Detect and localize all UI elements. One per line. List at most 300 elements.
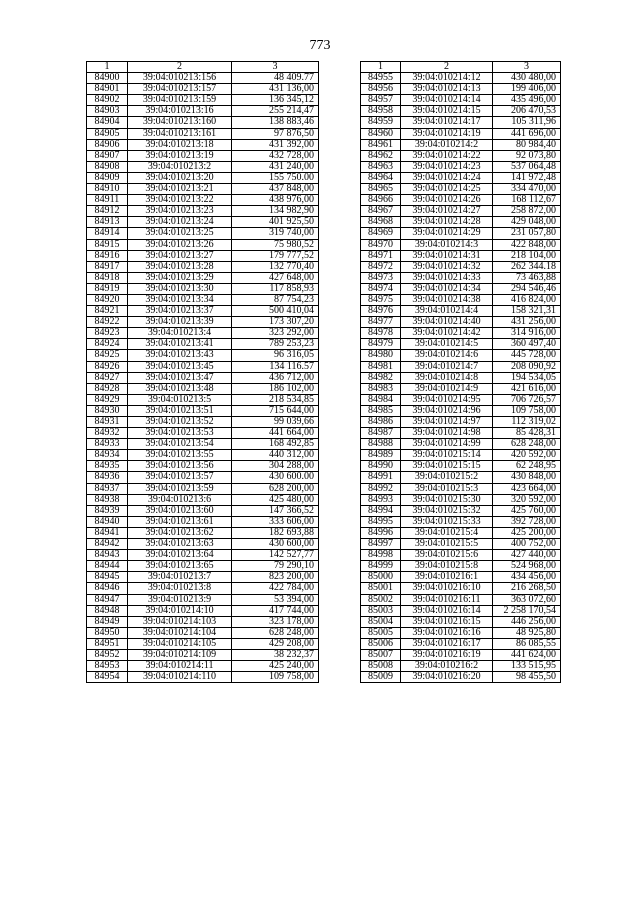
row-number-cell: 84986 (361, 417, 401, 428)
row-number-cell: 84936 (87, 472, 128, 483)
value-cell: 323 292,00 (232, 328, 319, 339)
value-cell: 430 600,00 (232, 539, 319, 550)
row-number-cell: 84924 (87, 339, 128, 350)
row-number-cell: 84914 (87, 228, 128, 239)
table-row (361, 206, 561, 217)
cadastral-number-cell: 39:04:010213:157 (128, 84, 232, 95)
table-row (361, 383, 561, 394)
row-number-cell: 84959 (361, 117, 401, 128)
table-row (87, 394, 319, 405)
row-number-cell: 84956 (361, 84, 401, 95)
table-row (361, 527, 561, 538)
value-cell: 117 858,93 (232, 283, 319, 294)
table-row (87, 239, 319, 250)
cadastral-number-cell: 39:04:010216:20 (401, 672, 493, 683)
cadastral-number-cell: 39:04:010216:15 (401, 616, 493, 627)
value-cell: 231 057,80 (493, 228, 561, 239)
table-row (361, 616, 561, 627)
table-row (87, 272, 319, 283)
cadastral-number-cell: 39:04:010214:14 (401, 95, 493, 106)
table-row (361, 128, 561, 139)
table-row (87, 616, 319, 627)
table-row (87, 494, 319, 505)
value-cell: 446 256,00 (493, 616, 561, 627)
row-number-cell: 84931 (87, 417, 128, 428)
table-row (361, 239, 561, 250)
cadastral-number-cell: 39:04:010214:32 (401, 261, 493, 272)
row-number-cell: 84916 (87, 250, 128, 261)
table-row (361, 428, 561, 439)
value-cell: 147 366,52 (232, 505, 319, 516)
cadastral-number-cell: 39:04:010213:4 (128, 328, 232, 339)
row-number-cell: 84925 (87, 350, 128, 361)
table-row (87, 461, 319, 472)
value-cell: 823 200,00 (232, 572, 319, 583)
value-cell: 429 208,00 (232, 638, 319, 649)
row-number-cell: 84960 (361, 128, 401, 139)
table-row (87, 217, 319, 228)
cadastral-number-cell: 39:04:010213:52 (128, 417, 232, 428)
cadastral-number-cell: 39:04:010214:28 (401, 217, 493, 228)
value-cell: 109 758,00 (493, 405, 561, 416)
table-row (87, 361, 319, 372)
table-row (87, 283, 319, 294)
value-cell: 173 307,20 (232, 317, 319, 328)
cadastral-number-cell: 39:04:010214:5 (401, 339, 493, 350)
table-row (361, 139, 561, 150)
cadastral-number-cell: 39:04:010214:27 (401, 206, 493, 217)
value-cell: 158 321,31 (493, 306, 561, 317)
cadastral-number-cell: 39:04:010213:23 (128, 206, 232, 217)
row-number-cell: 84998 (361, 550, 401, 561)
row-number-cell: 84911 (87, 195, 128, 206)
table-row (361, 394, 561, 405)
table-body-right (361, 73, 561, 683)
value-cell: 420 592,00 (493, 450, 561, 461)
table-row (87, 195, 319, 206)
row-number-cell: 84999 (361, 561, 401, 572)
table-row (361, 217, 561, 228)
table-row (87, 472, 319, 483)
table-row (361, 294, 561, 305)
value-cell: 142 527,77 (232, 550, 319, 561)
table-row (361, 516, 561, 527)
value-cell: 53 394,00 (232, 594, 319, 605)
table-row (361, 106, 561, 117)
table-row (87, 539, 319, 550)
value-cell: 138 883,46 (232, 117, 319, 128)
value-cell: 97 876,50 (232, 128, 319, 139)
table-row (87, 583, 319, 594)
value-cell: 427 648,00 (232, 272, 319, 283)
cadastral-number-cell: 39:04:010213:41 (128, 339, 232, 350)
table-row (361, 184, 561, 195)
table-row (361, 594, 561, 605)
row-number-cell: 84902 (87, 95, 128, 106)
value-cell: 48 925,80 (493, 627, 561, 638)
cadastral-number-cell: 39:04:010213:59 (128, 483, 232, 494)
value-cell: 628 248,00 (232, 627, 319, 638)
cadastral-number-cell: 39:04:010214:40 (401, 317, 493, 328)
row-number-cell: 84984 (361, 394, 401, 405)
table-row (87, 561, 319, 572)
table-row (361, 661, 561, 672)
cadastral-number-cell: 39:04:010213:7 (128, 572, 232, 583)
row-number-cell: 84966 (361, 195, 401, 206)
table-row (87, 661, 319, 672)
table-row (87, 594, 319, 605)
row-number-cell: 84904 (87, 117, 128, 128)
row-number-cell: 84945 (87, 572, 128, 583)
table-row (361, 195, 561, 206)
cadastral-number-cell: 39:04:010213:26 (128, 239, 232, 250)
value-cell: 400 752,00 (493, 539, 561, 550)
cadastral-number-cell: 39:04:010214:23 (401, 161, 493, 172)
value-cell: 199 406,00 (493, 84, 561, 95)
column-header-1: 1 (87, 62, 128, 73)
cadastral-number-cell: 39:04:010213:19 (128, 150, 232, 161)
row-number-cell: 85002 (361, 594, 401, 605)
value-cell: 206 470,53 (493, 106, 561, 117)
table-row (87, 184, 319, 195)
value-cell: 425 240,00 (232, 661, 319, 672)
table-header-row (361, 62, 561, 73)
value-cell: 194 534,05 (493, 372, 561, 383)
row-number-cell: 84938 (87, 494, 128, 505)
table-row (361, 150, 561, 161)
cadastral-number-cell: 39:04:010213:53 (128, 428, 232, 439)
value-cell: 422 848,00 (493, 239, 561, 250)
value-cell: 440 312,00 (232, 450, 319, 461)
cadastral-number-cell: 39:04:010215:32 (401, 505, 493, 516)
value-cell: 218 534,85 (232, 394, 319, 405)
cadastral-number-cell: 39:04:010216:14 (401, 605, 493, 616)
cadastral-number-cell: 39:04:010214:97 (401, 417, 493, 428)
table-row (87, 172, 319, 183)
row-number-cell: 84929 (87, 394, 128, 405)
row-number-cell: 84908 (87, 161, 128, 172)
row-number-cell: 84907 (87, 150, 128, 161)
table-row (87, 306, 319, 317)
cadastral-number-cell: 39:04:010215:6 (401, 550, 493, 561)
table-row (361, 417, 561, 428)
value-cell: 134 982,90 (232, 206, 319, 217)
row-number-cell: 84987 (361, 428, 401, 439)
row-number-cell: 84991 (361, 472, 401, 483)
value-cell: 524 968,00 (493, 561, 561, 572)
cadastral-number-cell: 39:04:010214:15 (401, 106, 493, 117)
value-cell: 334 470,00 (493, 184, 561, 195)
cadastral-number-cell: 39:04:010215:15 (401, 461, 493, 472)
cadastral-number-cell: 39:04:010214:38 (401, 294, 493, 305)
row-number-cell: 84992 (361, 483, 401, 494)
value-cell: 416 824,00 (493, 294, 561, 305)
cadastral-number-cell: 39:04:010213:47 (128, 372, 232, 383)
value-cell: 431 256,00 (493, 317, 561, 328)
row-number-cell: 84926 (87, 361, 128, 372)
table-row (361, 638, 561, 649)
value-cell: 186 102,00 (232, 383, 319, 394)
row-number-cell: 84993 (361, 494, 401, 505)
row-number-cell: 84980 (361, 350, 401, 361)
table-row (361, 572, 561, 583)
cadastral-number-cell: 39:04:010213:24 (128, 217, 232, 228)
row-number-cell: 84942 (87, 539, 128, 550)
row-number-cell: 84967 (361, 206, 401, 217)
cadastral-number-cell: 39:04:010213:18 (128, 139, 232, 150)
cadastral-number-cell: 39:04:010216:10 (401, 583, 493, 594)
row-number-cell: 84976 (361, 306, 401, 317)
value-cell: 80 984,40 (493, 139, 561, 150)
cadastral-number-cell: 39:04:010213:34 (128, 294, 232, 305)
row-number-cell: 84905 (87, 128, 128, 139)
table-row (361, 261, 561, 272)
row-number-cell: 84953 (87, 661, 128, 672)
table-row (87, 84, 319, 95)
row-number-cell: 85004 (361, 616, 401, 627)
cadastral-number-cell: 39:04:010213:2 (128, 161, 232, 172)
table-body-left (87, 73, 319, 683)
row-number-cell: 84958 (361, 106, 401, 117)
table-row (361, 117, 561, 128)
cadastral-number-cell: 39:04:010216:17 (401, 638, 493, 649)
value-cell: 62 248,95 (493, 461, 561, 472)
table-row (361, 405, 561, 416)
cadastral-number-cell: 39:04:010214:110 (128, 672, 232, 683)
row-number-cell: 84937 (87, 483, 128, 494)
row-number-cell: 84909 (87, 172, 128, 183)
table-row (361, 361, 561, 372)
cadastral-number-cell: 39:04:010213:56 (128, 461, 232, 472)
cadastral-number-cell: 39:04:010213:65 (128, 561, 232, 572)
cadastral-number-cell: 39:04:010214:2 (401, 139, 493, 150)
value-cell: 421 616,00 (493, 383, 561, 394)
row-number-cell: 84985 (361, 405, 401, 416)
row-number-cell: 84975 (361, 294, 401, 305)
value-cell: 294 546,46 (493, 283, 561, 294)
cadastral-number-cell: 39:04:010214:26 (401, 195, 493, 206)
row-number-cell: 84927 (87, 372, 128, 383)
table-row (361, 605, 561, 616)
cadastral-number-cell: 39:04:010214:11 (128, 661, 232, 672)
row-number-cell: 84910 (87, 184, 128, 195)
cadastral-number-cell: 39:04:010214:29 (401, 228, 493, 239)
register-table-left (86, 61, 319, 683)
table-row (87, 483, 319, 494)
value-cell: 141 972,48 (493, 172, 561, 183)
value-cell: 98 455,50 (493, 672, 561, 683)
value-cell: 75 980,52 (232, 239, 319, 250)
cadastral-number-cell: 39:04:010213:54 (128, 439, 232, 450)
row-number-cell: 85001 (361, 583, 401, 594)
table-row (87, 139, 319, 150)
table-row (87, 250, 319, 261)
table-row (87, 228, 319, 239)
value-cell: 333 606,00 (232, 516, 319, 527)
row-number-cell: 84939 (87, 505, 128, 516)
table-row (361, 339, 561, 350)
value-cell: 437 848,00 (232, 184, 319, 195)
table-row (87, 95, 319, 106)
value-cell: 133 515,95 (493, 661, 561, 672)
value-cell: 423 664,00 (493, 483, 561, 494)
value-cell: 92 073,80 (493, 150, 561, 161)
cadastral-number-cell: 39:04:010214:17 (401, 117, 493, 128)
table-row (361, 439, 561, 450)
row-number-cell: 84918 (87, 272, 128, 283)
value-cell: 360 497,40 (493, 339, 561, 350)
value-cell: 401 925,50 (232, 217, 319, 228)
row-number-cell: 84903 (87, 106, 128, 117)
row-number-cell: 84912 (87, 206, 128, 217)
table-row (361, 317, 561, 328)
cadastral-number-cell: 39:04:010216:16 (401, 627, 493, 638)
value-cell: 319 740,00 (232, 228, 319, 239)
cadastral-number-cell: 39:04:010213:29 (128, 272, 232, 283)
row-number-cell: 84900 (87, 73, 128, 84)
table-row (87, 128, 319, 139)
value-cell: 73 463,88 (493, 272, 561, 283)
row-number-cell: 84965 (361, 184, 401, 195)
cadastral-number-cell: 39:04:010213:64 (128, 550, 232, 561)
table-row (87, 294, 319, 305)
row-number-cell: 84974 (361, 283, 401, 294)
table-row (87, 261, 319, 272)
value-cell: 109 758,00 (232, 672, 319, 683)
table-row (87, 527, 319, 538)
row-number-cell: 84957 (361, 95, 401, 106)
value-cell: 96 316,05 (232, 350, 319, 361)
value-cell: 500 410,04 (232, 306, 319, 317)
cadastral-number-cell: 39:04:010214:31 (401, 250, 493, 261)
value-cell: 99 039,66 (232, 417, 319, 428)
cadastral-number-cell: 39:04:010215:2 (401, 472, 493, 483)
table-row (361, 283, 561, 294)
cadastral-number-cell: 39:04:010213:6 (128, 494, 232, 505)
table-row (361, 161, 561, 172)
row-number-cell: 84928 (87, 383, 128, 394)
cadastral-number-cell: 39:04:010213:161 (128, 128, 232, 139)
value-cell: 441 624,00 (493, 649, 561, 660)
cadastral-number-cell: 39:04:010216:11 (401, 594, 493, 605)
cadastral-number-cell: 39:04:010215:8 (401, 561, 493, 572)
cadastral-number-cell: 39:04:010213:20 (128, 172, 232, 183)
cadastral-number-cell: 39:04:010214:99 (401, 439, 493, 450)
cadastral-number-cell: 39:04:010216:1 (401, 572, 493, 583)
table-row (361, 539, 561, 550)
row-number-cell: 85005 (361, 627, 401, 638)
row-number-cell: 84901 (87, 84, 128, 95)
value-cell: 38 232,37 (232, 649, 319, 660)
value-cell: 417 744,00 (232, 605, 319, 616)
row-number-cell: 84934 (87, 450, 128, 461)
row-number-cell: 84981 (361, 361, 401, 372)
value-cell: 445 728,00 (493, 350, 561, 361)
value-cell: 132 770,40 (232, 261, 319, 272)
value-cell: 425 760,00 (493, 505, 561, 516)
table-row (361, 494, 561, 505)
row-number-cell: 84962 (361, 150, 401, 161)
cadastral-number-cell: 39:04:010216:2 (401, 661, 493, 672)
table-row (361, 450, 561, 461)
table-row (361, 649, 561, 660)
table-row (87, 428, 319, 439)
cadastral-number-cell: 39:04:010215:30 (401, 494, 493, 505)
cadastral-number-cell: 39:04:010213:43 (128, 350, 232, 361)
table-row (87, 339, 319, 350)
cadastral-number-cell: 39:04:010213:61 (128, 516, 232, 527)
table-row (87, 439, 319, 450)
table-row (87, 383, 319, 394)
value-cell: 87 754,23 (232, 294, 319, 305)
cadastral-number-cell: 39:04:010213:51 (128, 405, 232, 416)
cadastral-number-cell: 39:04:010214:8 (401, 372, 493, 383)
column-header-3: 3 (232, 62, 319, 73)
cadastral-number-cell: 39:04:010213:63 (128, 539, 232, 550)
value-cell: 208 090,92 (493, 361, 561, 372)
row-number-cell: 84941 (87, 527, 128, 538)
cadastral-number-cell: 39:04:010214:24 (401, 172, 493, 183)
value-cell: 425 200,00 (493, 527, 561, 538)
table-row (361, 272, 561, 283)
row-number-cell: 84952 (87, 649, 128, 660)
cadastral-number-cell: 39:04:010214:25 (401, 184, 493, 195)
column-header-2: 2 (128, 62, 232, 73)
value-cell: 435 496,00 (493, 95, 561, 106)
cadastral-number-cell: 39:04:010213:156 (128, 73, 232, 84)
row-number-cell: 84946 (87, 583, 128, 594)
table-row (87, 206, 319, 217)
value-cell: 255 214,47 (232, 106, 319, 117)
table-row (361, 95, 561, 106)
cadastral-number-cell: 39:04:010214:6 (401, 350, 493, 361)
cadastral-number-cell: 39:04:010214:4 (401, 306, 493, 317)
table-row (87, 372, 319, 383)
row-number-cell: 84943 (87, 550, 128, 561)
row-number-cell: 84913 (87, 217, 128, 228)
value-cell: 441 696,00 (493, 128, 561, 139)
row-number-cell: 84978 (361, 328, 401, 339)
cadastral-number-cell: 39:04:010213:62 (128, 527, 232, 538)
row-number-cell: 85009 (361, 672, 401, 683)
cadastral-number-cell: 39:04:010214:19 (401, 128, 493, 139)
cadastral-number-cell: 39:04:010214:22 (401, 150, 493, 161)
row-number-cell: 84968 (361, 217, 401, 228)
cadastral-number-cell: 39:04:010214:95 (401, 394, 493, 405)
cadastral-number-cell: 39:04:010215:4 (401, 527, 493, 538)
value-cell: 430 480,00 (493, 73, 561, 84)
table-row (87, 516, 319, 527)
column-header-2: 2 (401, 62, 493, 73)
cadastral-number-cell: 39:04:010213:16 (128, 106, 232, 117)
row-number-cell: 84923 (87, 328, 128, 339)
cadastral-number-cell: 39:04:010215:5 (401, 539, 493, 550)
table-row (361, 250, 561, 261)
table-row (361, 172, 561, 183)
cadastral-number-cell: 39:04:010214:105 (128, 638, 232, 649)
value-cell: 258 872,00 (493, 206, 561, 217)
cadastral-number-cell: 39:04:010213:39 (128, 317, 232, 328)
value-cell: 628 248,00 (493, 439, 561, 450)
cadastral-number-cell: 39:04:010214:96 (401, 405, 493, 416)
table-row (87, 505, 319, 516)
cadastral-number-cell: 39:04:010213:28 (128, 261, 232, 272)
table-row (87, 417, 319, 428)
value-cell: 715 644,00 (232, 405, 319, 416)
table-row (361, 306, 561, 317)
table-row (87, 450, 319, 461)
cadastral-number-cell: 39:04:010214:7 (401, 361, 493, 372)
